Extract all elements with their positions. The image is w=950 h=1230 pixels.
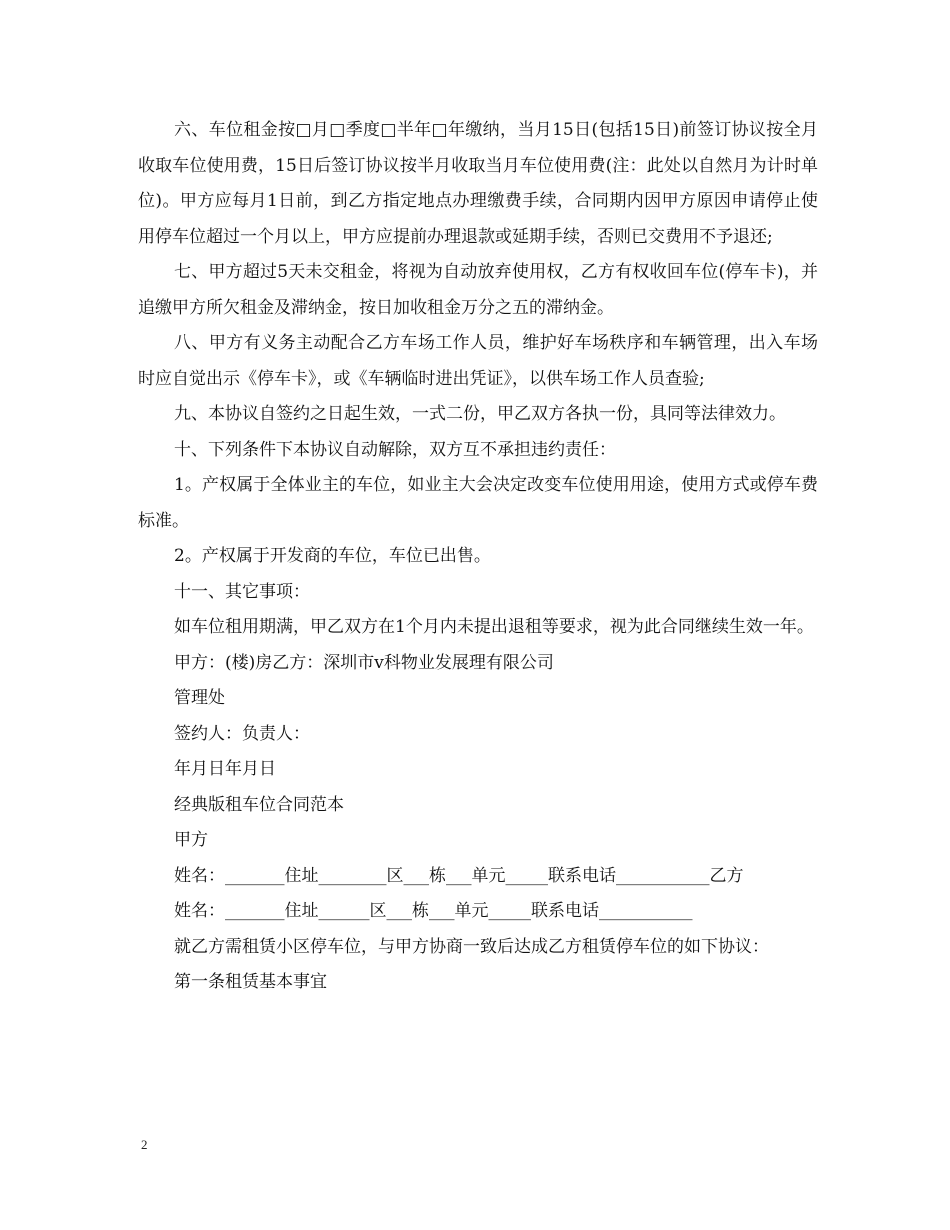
party-a-info-line: 姓名：_______住址________区___栋___单元_____联系电话___________乙方 bbox=[174, 865, 744, 886]
clause-9-paragraph: 九、本协议自签约之日起生效，一式二份，甲乙双方各执一份，具同等法律效力。 bbox=[174, 404, 786, 424]
date-line: 年月日年月日 bbox=[174, 759, 276, 779]
clause-10-item-2: 2。产权属于开发商的车位，车位已出售。 bbox=[174, 546, 491, 566]
clause-6-paragraph: 六、车位租金按□月□季度□半年□年缴纳，当月15日(包括15日)前签订协议按全月收取车位使用费，15日后签订协议按半月收取当月车位使用费(注：此处以自然月为计时单位)。甲方应每月1日前，到乙方指定地点办理缴费手续，合同期内因甲方原因申请停止使用停车位超过一个月以上，甲方应提前办理退款或延期手续，否则已交费用不予退还; bbox=[138, 120, 818, 247]
party-line: 甲方：(楼)房乙方：深圳市v科物业发展理有限公司 bbox=[174, 652, 554, 673]
clause-11-paragraph: 如车位租用期满，甲乙双方在1个月内未提出退租等要求，视为此合同继续生效一年。 bbox=[174, 617, 814, 637]
clause-10-paragraph: 十、下列条件下本协议自动解除，双方互不承担违约责任： bbox=[174, 439, 616, 460]
document-body bbox=[138, 113, 818, 1001]
agreement-intro-line: 就乙方需租赁小区停车位，与甲方协商一致后达成乙方租赁停车位的如下协议： bbox=[174, 936, 769, 957]
template-title: 经典版租车位合同范本 bbox=[174, 794, 344, 815]
management-office-line: 管理处 bbox=[174, 688, 225, 708]
party-a-label: 甲方 bbox=[174, 830, 208, 850]
clause-10-item-1: 1。产权属于全体业主的车位，如业主大会决定改变车位使用用途，使用方式或停车费标准。 bbox=[138, 475, 818, 531]
clause-11-heading: 十一、其它事项： bbox=[174, 581, 310, 602]
page-number: 2 bbox=[141, 1137, 148, 1152]
signatory-line: 签约人：负责人： bbox=[174, 723, 310, 744]
clause-8-paragraph: 八、甲方有义务主动配合乙方车场工作人员，维护好车场秩序和车辆管理，出入车场时应自觉出示《停车卡》，或《车辆临时进出凭证》，以供车场工作人员查验; bbox=[138, 333, 818, 389]
clause-7-paragraph: 七、甲方超过5天未交租金，将视为自动放弃使用权，乙方有权收回车位(停车卡)，并追缴甲方所欠租金及滞纳金，按日加收租金万分之五的滞纳金。 bbox=[138, 262, 818, 318]
party-b-info-line: 姓名：_______住址______区___栋___单元_____联系电话___________ bbox=[174, 901, 693, 921]
article-1-heading: 第一条租赁基本事宜 bbox=[174, 972, 327, 992]
